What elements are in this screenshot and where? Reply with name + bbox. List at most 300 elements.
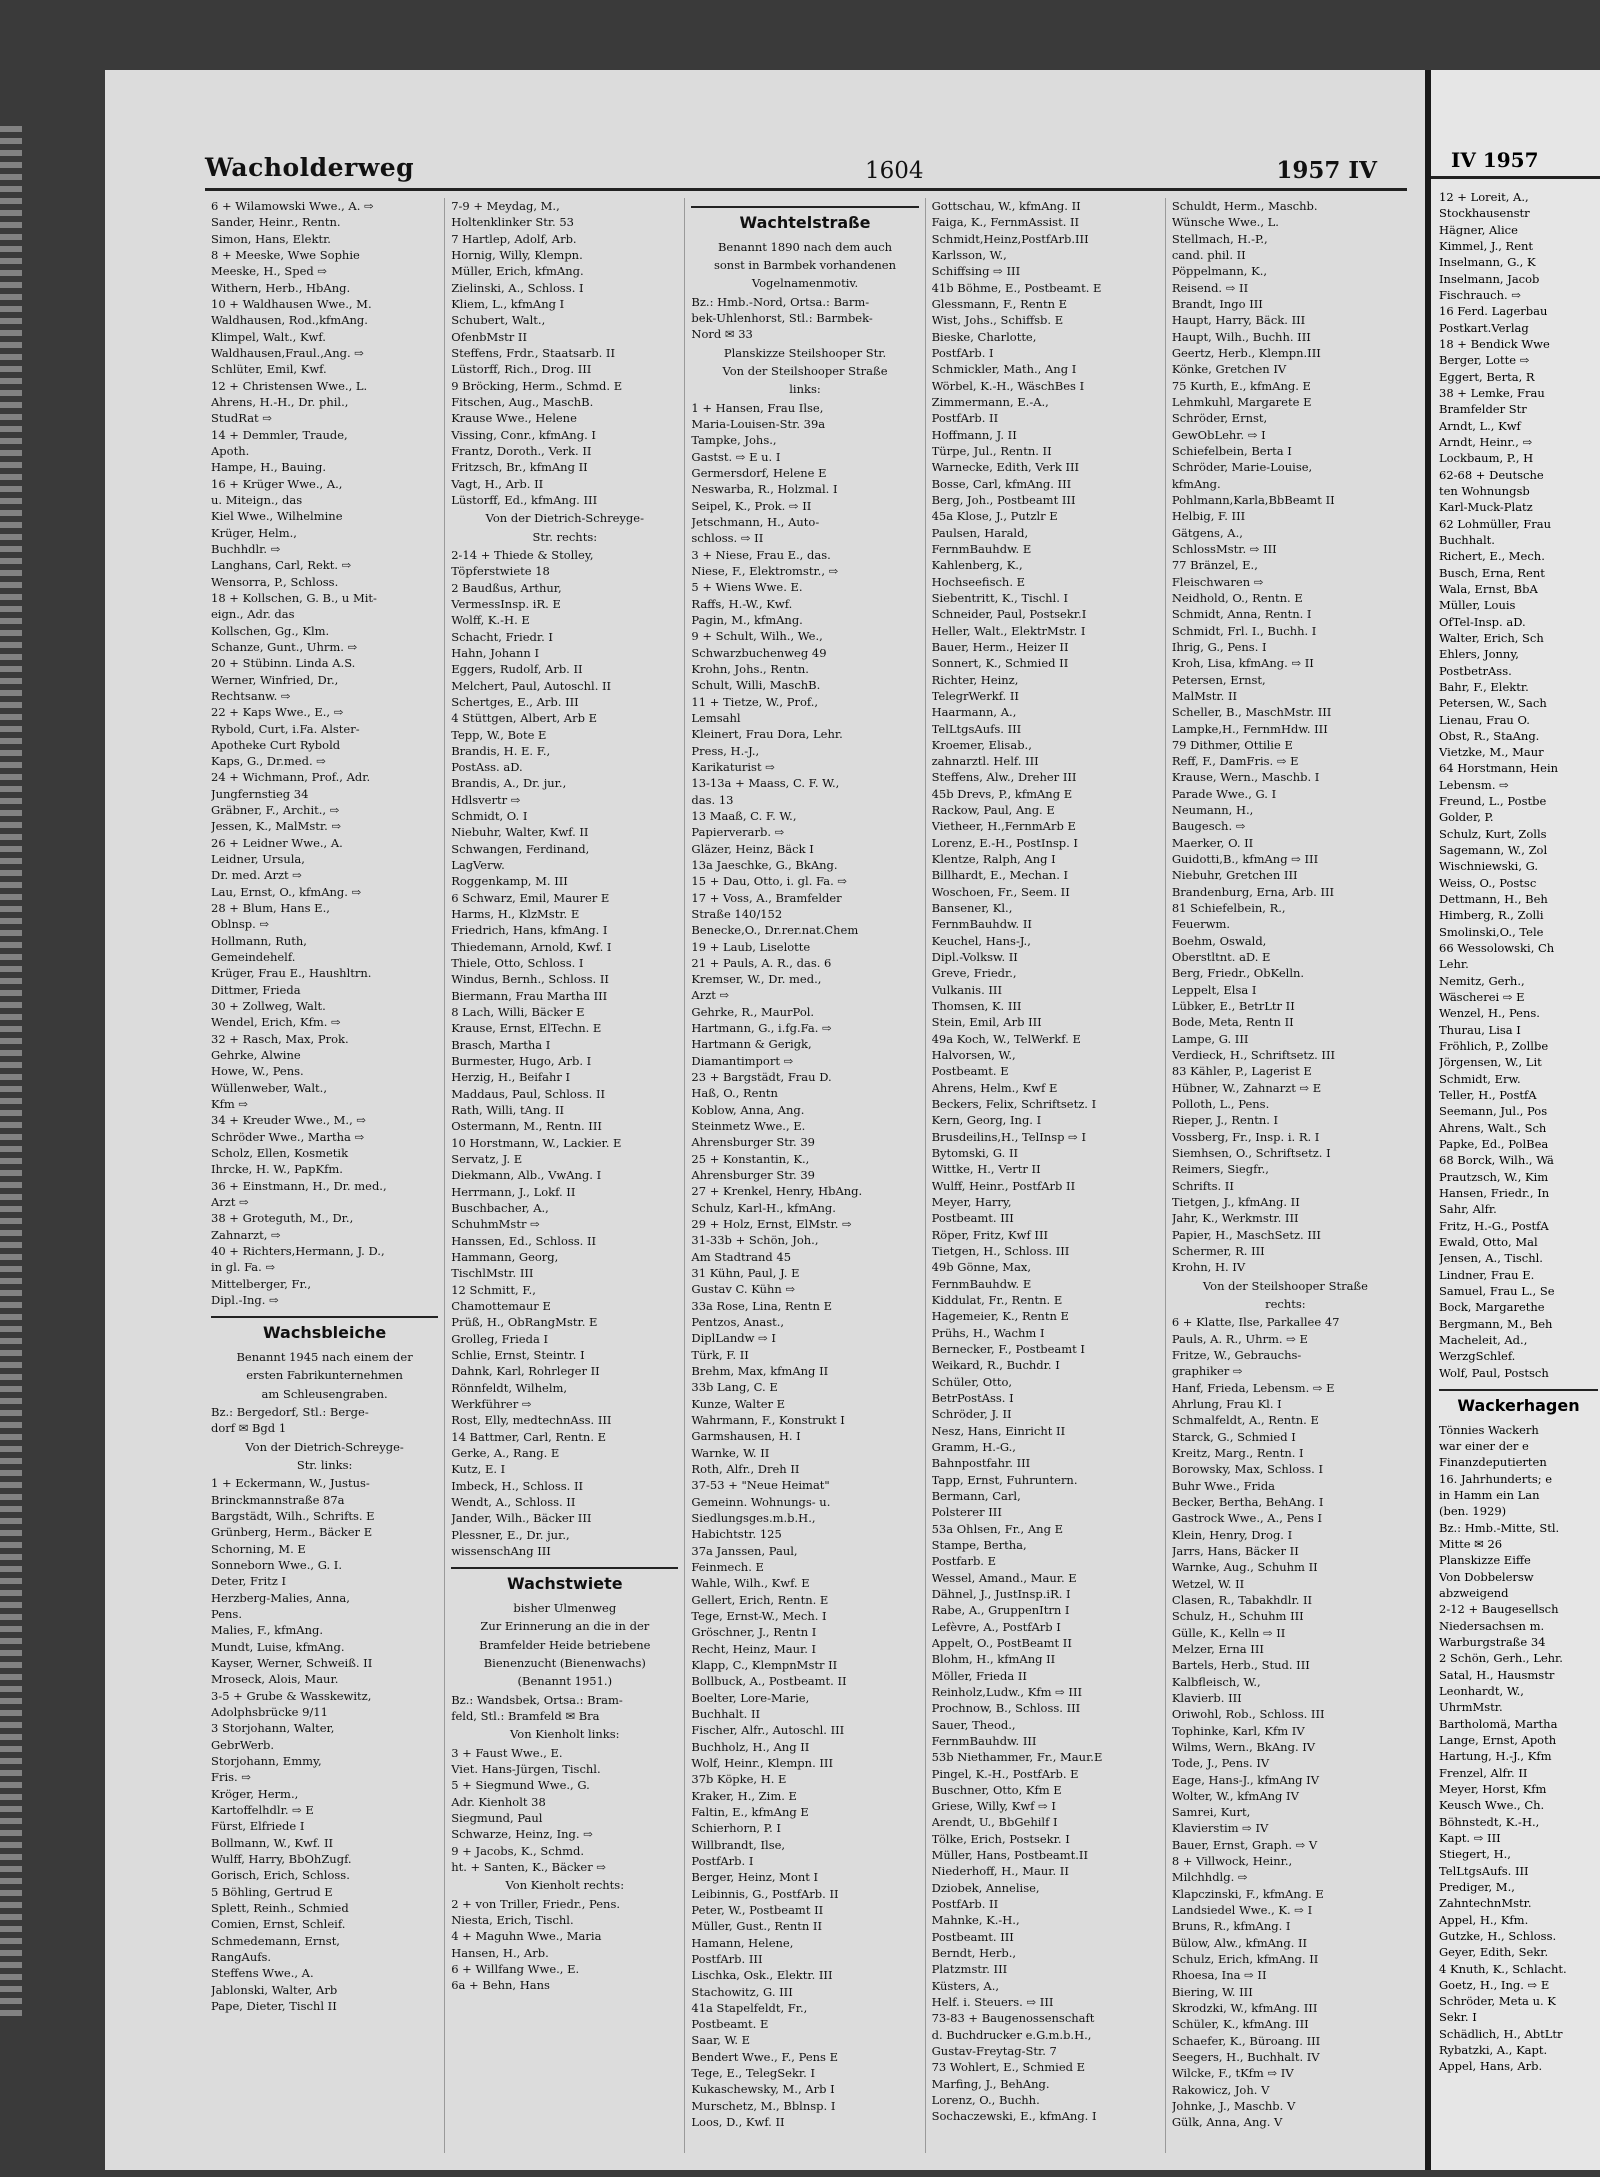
directory-entry: Apotheke Curt Rybold — [211, 737, 341, 752]
column-1 — [205, 198, 445, 2153]
directory-entry: Rybatzki, A., Kapt. — [1439, 2043, 1548, 2058]
directory-entry: Kollschen, Gg., Klm. — [211, 623, 330, 638]
directory-entry: Garmshausen, H. I — [691, 1429, 801, 1444]
directory-entry: Schorning, M. E — [211, 1541, 306, 1556]
directory-entry: Schlie, Ernst, Steintr. I — [451, 1347, 585, 1362]
directory-entry: Schmickler, Math., Ang I — [931, 362, 1077, 377]
directory-entry: 33a Rose, Lina, Rentn E — [691, 1298, 832, 1313]
directory-entry: Jessen, K., MalMstr. ⇨ — [211, 819, 342, 834]
directory-entry: Neswarba, R., Holzmal. I — [691, 482, 838, 497]
directory-entry: SchuhmMstr ⇨ — [451, 1217, 540, 1232]
directory-entry: 22 + Kaps Wwe., E., ⇨ — [211, 705, 344, 720]
directory-entry: Schulz, Erich, kfmAng. II — [1171, 1952, 1319, 1967]
directory-entry: Schädlich, H., AbtLtr — [1439, 2026, 1563, 2041]
directory-entry: Beckers, Felix, Schriftsetz. I — [931, 1097, 1097, 1112]
directory-entry: Simon, Hans, Elektr. — [211, 231, 331, 246]
directory-entry: Berger, Lotte ⇨ — [1439, 353, 1530, 368]
directory-entry: Steffens, Frdr., Staatsarb. II — [451, 345, 615, 360]
directory-entry: abzweigend — [1439, 1585, 1509, 1600]
directory-entry: Tampke, Johs., — [691, 433, 777, 448]
directory-entry: Bülow, Alw., kfmAng. II — [1171, 1935, 1308, 1950]
directory-entry: Siegmund, Paul — [451, 1810, 543, 1825]
directory-entry: Bauer, Ernst, Graph. ⇨ V — [1171, 1837, 1318, 1852]
section-heading: Wachsbleiche — [211, 1316, 438, 1345]
directory-entry: Windus, Bernh., Schloss. II — [451, 972, 609, 987]
section-heading: Wackerhagen — [1439, 1389, 1598, 1418]
directory-entry: Reisend. ⇨ II — [1171, 280, 1249, 295]
directory-entry: 6 Schwarz, Emil, Maurer E — [451, 890, 610, 905]
directory-entry: Wilcke, F., tKfm ⇨ IV — [1171, 2066, 1294, 2081]
directory-entry: Frantz, Doroth., Verk. II — [451, 443, 592, 458]
year-volume: 1957 IV — [1276, 157, 1377, 184]
directory-entry: Weikard, R., Buchdr. I — [931, 1358, 1060, 1373]
page-header — [205, 148, 1407, 191]
directory-entry: Wessel, Amand., Maur. E — [931, 1570, 1077, 1585]
directory-entry: Stein, Emil, Arb III — [931, 1015, 1042, 1030]
directory-entry: Rechtsanw. ⇨ — [211, 688, 291, 703]
directory-entry: 2-14 + Thiede & Stolley, — [451, 547, 594, 562]
directory-entry: Herzig, H., Beifahr I — [451, 1070, 571, 1085]
directory-entry: Loos, D., Kwf. II — [691, 2115, 785, 2130]
directory-entry: Fürst, Elfriede I — [211, 1819, 305, 1834]
directory-entry: Kiel Wwe., Wilhelmine — [211, 509, 343, 524]
directory-entry: Wüllenweber, Walt., — [211, 1080, 327, 1095]
directory-entry: StudRat ⇨ — [211, 411, 272, 426]
directory-entry: Ahrensburger Str. 39 — [691, 1135, 815, 1150]
directory-entry: WerzgSchlef. — [1439, 1349, 1516, 1364]
directory-entry: Verdieck, H., Schriftsetz. III — [1171, 1048, 1336, 1063]
directory-entry: Landsiedel Wwe., K. ⇨ I — [1171, 1903, 1313, 1918]
directory-entry: DiplLandw ⇨ I — [691, 1331, 776, 1346]
directory-entry: Hochseefisch. E — [931, 574, 1026, 589]
directory-entry: Kaps, G., Dr.med. ⇨ — [211, 754, 326, 769]
directory-entry: Polsterer III — [931, 1505, 1002, 1520]
directory-entry: Peter, W., Postbeamt II — [691, 1902, 824, 1917]
directory-entry: 24 + Wichmann, Prof., Adr. — [211, 770, 371, 785]
directory-entry: eign., Adr. das — [211, 607, 295, 622]
directory-entry: Lübker, E., BetrLtr II — [1171, 999, 1295, 1014]
directory-entry: Niederhoff, H., Maur. II — [931, 1864, 1069, 1879]
directory-entry: Klimpel, Walt., Kwf. — [211, 329, 326, 344]
section-note: sonst in Barmbek vorhandenen — [713, 258, 897, 273]
directory-entry: Stockhausenstr — [1439, 206, 1530, 221]
directory-entry: Gehrke, R., MaurPol. — [691, 1004, 815, 1019]
directory-entry: Richert, E., Mech. — [1439, 549, 1545, 564]
directory-entry: Bartels, Herb., Stud. III — [1171, 1658, 1310, 1673]
directory-entry: Wünsche Wwe., L. — [1171, 215, 1279, 230]
directory-entry: Krüger, Helm., — [211, 525, 297, 540]
directory-entry: SchlossMstr. ⇨ III — [1171, 541, 1277, 556]
directory-entry: OfTel-Insp. aD. — [1439, 614, 1526, 629]
directory-entry: Servatz, J. E — [451, 1152, 523, 1167]
directory-entry: Harms, H., KlzMstr. E — [451, 907, 580, 922]
directory-entry: Steinmetz Wwe., E. — [691, 1119, 806, 1134]
directory-entry: Hartmann, G., i.fg.Fa. ⇨ — [691, 1021, 832, 1036]
directory-entry: Deter, Fritz I — [211, 1574, 287, 1589]
directory-entry: Stachowitz, G. III — [691, 1984, 793, 1999]
directory-entry: Schröder, J. II — [931, 1407, 1012, 1422]
directory-entry: Appel, Hans, Arb. — [1439, 2059, 1543, 2074]
directory-entry: Petersen, W., Sach — [1439, 696, 1547, 711]
directory-entry: Pohlmann,Karla,BbBeamt II — [1171, 492, 1335, 507]
directory-entry: Neumann, H., — [1171, 803, 1254, 818]
directory-entry: Leibinnis, G., PostfArb. II — [691, 1886, 839, 1901]
directory-entry: Kunze, Walter E — [691, 1396, 786, 1411]
directory-entry: Kapt. ⇨ III — [1439, 1830, 1501, 1845]
directory-entry: Neidhold, O., Rentn. E — [1171, 590, 1303, 605]
directory-entry: Glessmann, F., Rentn E — [931, 296, 1068, 311]
directory-entry: Adr. Kienholt 38 — [451, 1794, 546, 1809]
directory-entry: 33b Lang, C. E — [691, 1380, 778, 1395]
directory-entry: Arndt, L., Kwf — [1439, 418, 1521, 433]
directory-entry: Bahnpostfahr. III — [931, 1456, 1031, 1471]
directory-entry: schloss. ⇨ II — [691, 531, 764, 546]
directory-entry: Böhnstedt, K.-H., — [1439, 1814, 1540, 1829]
section-note: Zur Erinnerung an die in der — [480, 1619, 650, 1634]
directory-entry: Schlüter, Emil, Kwf. — [211, 362, 327, 377]
directory-entry: Thurau, Lisa I — [1439, 1022, 1521, 1037]
directory-entry: Gehrke, Alwine — [211, 1048, 301, 1063]
directory-entry: 41a Stapelfeldt, Fr., — [691, 2000, 808, 2015]
directory-entry: Jungfernstieg 34 — [211, 786, 309, 801]
section-note: am Schleusengraben. — [261, 1386, 388, 1401]
section-note: Von Kienholt links: — [510, 1727, 620, 1742]
directory-entry: 6 + Willfang Wwe., E. — [451, 1961, 580, 1976]
directory-entry: 9 Bröcking, Herm., Schmd. E — [451, 378, 623, 393]
directory-entry: Ostermann, M., Rentn. III — [451, 1119, 602, 1134]
directory-entry: Herzberg-Malies, Anna, — [211, 1590, 350, 1605]
directory-entry: Brehm, Max, kfmAng II — [691, 1364, 829, 1379]
directory-entry: 4 Knuth, K., Schlacht. — [1439, 1961, 1567, 1976]
directory-entry: Samrei, Kurt, — [1171, 1805, 1251, 1820]
directory-entry: 4 Stüttgen, Albert, Arb E — [451, 711, 598, 726]
directory-entry: 12 + Loreit, A., — [1439, 190, 1529, 204]
directory-entry: Arndt, Heinr., ⇨ — [1439, 434, 1533, 449]
directory-entry: Schiffsing ⇨ III — [931, 264, 1021, 279]
directory-entry: Grünberg, Herm., Bäcker E — [211, 1525, 373, 1540]
directory-entry: Leppelt, Elsa I — [1171, 982, 1257, 997]
directory-entry: 36 + Einstmann, H., Dr. med., — [211, 1178, 387, 1193]
directory-entry: Benecke,O., Dr.rer.nat.Chem — [691, 923, 859, 938]
section-note: Str. links: — [296, 1458, 353, 1472]
directory-entry: Bergmann, M., Beh — [1439, 1316, 1553, 1331]
directory-entry: Am Stadtrand 45 — [691, 1249, 792, 1264]
directory-entry: Wischniewski, G. — [1439, 859, 1539, 874]
directory-entry: GebrWerb. — [211, 1737, 275, 1752]
directory-entry: Oriwohl, Rob., Schloss. III — [1171, 1707, 1325, 1722]
directory-entry: Hagemeier, K., Rentn E — [931, 1309, 1069, 1324]
directory-entry: Lischka, Osk., Elektr. III — [691, 1968, 833, 1983]
directory-entry: Pöppelmann, K., — [1171, 264, 1268, 279]
directory-entry: 81 Schiefelbein, R., — [1171, 901, 1286, 916]
directory-entry: Lorenz, E.-H., PostInsp. I — [931, 835, 1078, 850]
directory-entry: Geertz, Herb., Klempn.III — [1171, 345, 1321, 360]
directory-entry: Howe, W., Pens. — [211, 1064, 304, 1079]
directory-entry: Hornig, Willy, Klempn. — [451, 247, 583, 262]
directory-entry: 1 + Eckermann, W., Justus- — [211, 1476, 370, 1491]
directory-entry: 2 Schön, Gerh., Lehr. — [1439, 1651, 1563, 1666]
directory-entry: Klapczinski, F., kfmAng. E — [1171, 1886, 1324, 1901]
directory-entry: 37a Janssen, Paul, — [691, 1543, 798, 1558]
directory-entry: Bendert Wwe., F., Pens E — [691, 2049, 838, 2064]
directory-entry: 6 + Klatte, Ilse, Parkallee 47 — [1171, 1315, 1340, 1330]
directory-entry: 3 + Faust Wwe., E. — [451, 1745, 563, 1760]
directory-entry: 7 Hartlep, Adolf, Arb. — [451, 231, 577, 246]
directory-entry: 3 + Niese, Frau E., das. — [691, 547, 831, 562]
directory-entry: 79 Dithmer, Ottilie E — [1171, 737, 1293, 752]
directory-entry: Wörbel, K.-H., WäschBes I — [931, 378, 1085, 393]
directory-entry: 73 Wohlert, E., Schmied E — [931, 2060, 1086, 2075]
directory-entry: Seegers, H., Buchhalt. IV — [1171, 2050, 1320, 2065]
directory-entry: Diekmann, Alb., VwAng. I — [451, 1168, 602, 1183]
directory-entry: Leonhardt, W., — [1439, 1683, 1524, 1698]
directory-entry: 62-68 + Deutsche — [1439, 467, 1544, 482]
directory-entry: Boelter, Lore-Marie, — [691, 1690, 810, 1705]
directory-entry: Jetschmann, H., Auto- — [691, 514, 820, 529]
directory-entry: Nesz, Hans, Einricht II — [931, 1423, 1066, 1438]
directory-entry: Brandenburg, Erna, Arb. III — [1171, 884, 1335, 899]
directory-entry: Schmalfeldt, A., Rentn. E — [1171, 1413, 1319, 1428]
directory-entry: PostbetrAss. — [1439, 663, 1512, 678]
directory-entry: Steffens, Alw., Dreher III — [931, 770, 1077, 785]
directory-entry: Niesta, Erich, Tischl. — [451, 1912, 574, 1927]
directory-entry: Niedersachsen m. — [1439, 1618, 1545, 1633]
directory-entry: 15 + Dau, Otto, i. gl. Fa. ⇨ — [691, 874, 848, 889]
directory-entry: Borowsky, Max, Schloss. I — [1171, 1462, 1324, 1477]
directory-entry: Bz.: Wandsbek, Ortsa.: Bram- — [451, 1692, 623, 1707]
directory-entry: Schermer, R. III — [1171, 1244, 1265, 1258]
directory-entry: Bz.: Hmb.-Mitte, Stl. — [1439, 1520, 1560, 1535]
directory-entry: Gemeinn. Wohnungs- u. — [691, 1494, 831, 1509]
directory-entry: Kroh, Lisa, kfmAng. ⇨ II — [1171, 656, 1314, 671]
directory-entry: TischlMstr. III — [451, 1266, 534, 1281]
directory-entry: Hägner, Alice — [1439, 222, 1518, 237]
directory-entry: Appelt, O., PostBeamt II — [931, 1635, 1072, 1650]
directory-entry: Maddaus, Paul, Schloss. II — [451, 1086, 606, 1101]
directory-entry: Hampe, H., Bauing. — [211, 460, 327, 475]
directory-entry: Gräbner, F., Archit., ⇨ — [211, 803, 340, 818]
directory-entry: Mahnke, K.-H., — [931, 1913, 1020, 1928]
directory-entry: Hansen, Friedr., In — [1439, 1186, 1550, 1201]
directory-entry: Wenzel, H., Pens. — [1439, 1006, 1540, 1021]
directory-entry: FernmBauhdw. III — [931, 1733, 1037, 1748]
directory-entry: 6a + Behn, Hans — [451, 1978, 550, 1993]
directory-entry: Gläzer, Heinz, Bäck I — [691, 841, 814, 856]
directory-entry: Murschetz, M., Bblnsp. I — [691, 2098, 836, 2113]
directory-entry: Kliem, L., kfmAng I — [451, 296, 565, 311]
section-note: Von der Dietrich-Schreyge- — [245, 1439, 404, 1454]
directory-entry: Schrifts. II — [1171, 1178, 1234, 1193]
directory-entry: 27 + Krenkel, Henry, HbAng. — [691, 1184, 863, 1199]
directory-entry: Brasch, Martha I — [451, 1037, 551, 1052]
directory-entry: Wäscherei ⇨ E — [1439, 990, 1525, 1005]
directory-entry: Meyer, Horst, Kfm — [1439, 1781, 1547, 1796]
directory-entry: 8 + Meeske, Wwe Sophie — [211, 247, 360, 262]
directory-entry: Dipl.-Ing. ⇨ — [211, 1292, 279, 1307]
directory-entry: Gellert, Erich, Rentn. E — [691, 1592, 829, 1607]
directory-entry: ht. + Santen, K., Bäcker ⇨ — [451, 1859, 606, 1874]
directory-entry: Schneider, Paul, Postsekr.I — [931, 607, 1087, 622]
directory-entry: Eggers, Rudolf, Arb. II — [451, 662, 583, 677]
directory-entry: Lampke,H., FernmHdw. III — [1171, 721, 1328, 736]
directory-entry: Warnecke, Edith, Verk III — [931, 460, 1080, 475]
directory-entry: 18 + Kollschen, G. B., u Mit- — [211, 590, 377, 605]
directory-entry: Krause Wwe., Helene — [451, 411, 577, 426]
directory-entry: Schmidt, Anna, Rentn. I — [1171, 607, 1312, 622]
page-gutter-shadow — [0, 120, 22, 2020]
directory-entry: Macheleit, Ad., — [1439, 1332, 1528, 1347]
directory-entry: Prautzsch, W., Kim — [1439, 1169, 1549, 1184]
directory-entry: Tapp, Ernst, Fuhruntern. — [931, 1472, 1078, 1487]
directory-entry: Schierhorn, P. I — [691, 1821, 781, 1836]
directory-entry: Ahrens, Walt., Sch — [1439, 1120, 1547, 1135]
directory-entry: Kleinert, Frau Dora, Lehr. — [691, 727, 843, 742]
directory-entry: Niebuhr, Walter, Kwf. II — [451, 825, 589, 840]
directory-entry: Klavierstim ⇨ IV — [1171, 1821, 1269, 1836]
directory-entry: Gottschau, W., kfmAng. II — [931, 199, 1081, 213]
directory-entry: FernmBauhdw. E — [931, 1276, 1032, 1291]
directory-entry: Pingel, K.-H., PostfArb. E — [931, 1766, 1079, 1781]
directory-entry: Pagin, M., kfmAng. — [691, 612, 803, 627]
directory-entry: Berndt, Herb., — [931, 1946, 1017, 1961]
directory-entry: d. Buchdrucker e.G.m.b.H., — [931, 2027, 1092, 2042]
directory-entry: 9 + Jacobs, K., Schmd. — [451, 1843, 585, 1858]
directory-entry: 37b Köpke, H. E — [691, 1772, 787, 1787]
directory-entry: PostfArb. II — [931, 1897, 999, 1912]
directory-entry: Schmedemann, Ernst, — [211, 1933, 340, 1948]
directory-entry: ZahntechnMstr. — [1439, 1896, 1532, 1911]
directory-entry: 10 Horstmann, W., Lackier. E — [451, 1135, 622, 1150]
directory-entry: Thiedemann, Arnold, Kwf. I — [451, 939, 612, 954]
directory-entry: 2 Baudßus, Arthur, — [451, 580, 562, 595]
directory-entry: Withern, Herb., HbAng. — [211, 280, 351, 295]
directory-entry: Seipel, K., Prok. ⇨ II — [691, 498, 812, 513]
directory-entry: Grolleg, Frieda I — [451, 1331, 549, 1346]
directory-entry: Sander, Heinr., Rentn. — [211, 215, 341, 230]
directory-entry: 53a Ohlsen, Fr., Ang E — [931, 1521, 1063, 1536]
directory-entry: Vossberg, Fr., Insp. i. R. I — [1171, 1129, 1320, 1144]
directory-entry: GewObLehr. ⇨ I — [1171, 427, 1266, 442]
directory-entry: Gutzke, H., Schloss. — [1439, 1928, 1557, 1943]
directory-entry: Frenzel, Alfr. II — [1439, 1765, 1528, 1780]
directory-entry: Mitte ✉ 26 — [1439, 1536, 1503, 1551]
directory-entry: Vissing, Conr., kfmAng. I — [451, 427, 596, 442]
directory-entry: Kiddulat, Fr., Rentn. E — [931, 1292, 1063, 1307]
directory-entry: Haß, O., Rentn — [691, 1086, 778, 1101]
directory-entry: Tietgen, H., Schloss. III — [931, 1244, 1070, 1258]
directory-entry: 34 + Kreuder Wwe., M., ⇨ — [211, 1113, 367, 1128]
directory-entry: das. 13 — [691, 792, 734, 807]
directory-entry: Wist, Johs., Schiffsb. E — [931, 313, 1064, 328]
directory-entry: Schröder, Marie-Louise, — [1171, 460, 1313, 475]
directory-entry: 64 Horstmann, Hein — [1439, 761, 1559, 776]
directory-entry: Adolphsbrücke 9/11 — [211, 1704, 328, 1719]
directory-entry: Diamantimport ⇨ — [691, 1053, 794, 1068]
directory-entry: Herrmann, J., Lokf. II — [451, 1184, 576, 1199]
directory-entry: Tönnies Wackerh — [1439, 1422, 1539, 1437]
directory-entry: Melchert, Paul, Autoschl. II — [451, 678, 612, 693]
directory-entry: Hanf, Frieda, Lebensm. ⇨ E — [1171, 1380, 1335, 1395]
directory-entry: 73-83 + Baugenossenschaft — [931, 2011, 1095, 2026]
directory-entry: Haupt, Wilh., Buchh. III — [1171, 329, 1311, 344]
directory-entry: Schertges, E., Arb. III — [451, 694, 579, 709]
directory-entry: MalMstr. II — [1171, 688, 1238, 703]
directory-entry: 30 + Zollweg, Walt. — [211, 999, 326, 1014]
directory-entry: 13-13a + Maass, C. F. W., — [691, 776, 840, 791]
directory-entry: Brandis, H. E. F., — [451, 743, 551, 758]
directory-entry: Fleischwaren ⇨ — [1171, 574, 1264, 589]
directory-entry: Ehlers, Jonny, — [1439, 647, 1519, 662]
section-note: links: — [789, 382, 821, 397]
directory-entry: Brinckmannstraße 87a — [211, 1492, 345, 1507]
directory-entry: Karl-Muck-Platz — [1439, 500, 1533, 515]
directory-entry: Fris. ⇨ — [211, 1770, 252, 1785]
section-note: Von der Dietrich-Schreyge- — [485, 511, 644, 526]
directory-entry: Schwangen, Ferdinand, — [451, 841, 590, 856]
directory-entry: Tege, E., TelegSekr. I — [691, 2066, 815, 2081]
directory-entry: Röper, Fritz, Kwf III — [931, 1227, 1049, 1242]
directory-entry: Rybold, Curt, i.Fa. Alster- — [211, 721, 360, 736]
directory-entry: Langhans, Carl, Rekt. ⇨ — [211, 558, 352, 573]
directory-entry: Milchhdlg. ⇨ — [1171, 1870, 1248, 1885]
directory-entry: Thomsen, K. III — [931, 999, 1022, 1014]
directory-entry: 3 Storjohann, Walter, — [211, 1721, 335, 1736]
directory-entry: Planskizze Eiffe — [1439, 1553, 1531, 1568]
directory-entry: Burmester, Hugo, Arb. I — [451, 1054, 592, 1069]
section-note: (Benannt 1951.) — [517, 1674, 613, 1689]
directory-entry: Türk, F. II — [691, 1347, 749, 1362]
directory-entry: Kimmel, J., Rent — [1439, 238, 1534, 253]
directory-entry: 12 + Christensen Wwe., L. — [211, 378, 368, 393]
directory-entry: Scholz, Ellen, Kosmetik — [211, 1146, 349, 1161]
directory-entry: Schmidt, Frl. I., Buchh. I — [1171, 623, 1317, 638]
directory-entry: Wittke, H., Vertr II — [931, 1162, 1041, 1177]
directory-entry: Satal, H., Hausmstr — [1439, 1667, 1555, 1682]
directory-entry: Klavierb. III — [1171, 1690, 1242, 1705]
directory-entry: 14 Battmer, Carl, Rentn. E — [451, 1429, 607, 1444]
directory-entry: 23 + Bargstädt, Frau D. — [691, 1070, 832, 1085]
directory-entry: Wendel, Erich, Kfm. ⇨ — [211, 1015, 341, 1030]
directory-entry: Lampe, G. III — [1171, 1031, 1249, 1046]
directory-entry: Clasen, R., Tabakhdlr. II — [1171, 1592, 1313, 1607]
directory-entry: Schacht, Friedr. I — [451, 629, 553, 644]
directory-entry: Hollmann, Ruth, — [211, 933, 307, 948]
directory-entry: Eggert, Berta, R — [1439, 369, 1535, 384]
section-note: Str. rechts: — [532, 529, 598, 544]
directory-entry: Gorisch, Erich, Schloss. — [211, 1868, 350, 1883]
directory-entry: 17 + Voss, A., Bramfelder — [691, 890, 842, 905]
directory-entry: Tepp, W., Bote E — [451, 727, 547, 742]
section-heading: Wachtelstraße — [691, 206, 918, 235]
directory-entry: u. Miteign., das — [211, 492, 303, 507]
directory-entry: Müller, Gust., Rentn II — [691, 1919, 823, 1934]
directory-entry: Karlsson, W., — [931, 247, 1007, 262]
directory-entry: Brandis, A., Dr. jur., — [451, 776, 567, 791]
directory-entry: Müller, Hans, Postbeamt.II — [931, 1848, 1089, 1863]
directory-entry: Ahrensburger Str. 39 — [691, 1168, 815, 1183]
directory-entry: Prochnow, B., Schloss. III — [931, 1701, 1081, 1716]
directory-entry: Schwarze, Heinz, Ing. ⇨ — [451, 1827, 593, 1842]
directory-entry: Fritz, H.-G., PostfA — [1439, 1218, 1549, 1233]
directory-columns — [205, 198, 1405, 2153]
directory-entry: Himberg, R., Zolli — [1439, 908, 1544, 923]
directory-entry: Ewald, Otto, Mal — [1439, 1235, 1538, 1249]
directory-entry: Arzt ⇨ — [211, 1195, 249, 1210]
directory-entry: Scheller, B., MaschMstr. III — [1171, 705, 1332, 720]
directory-entry: Kalbfleisch, W., — [1171, 1674, 1261, 1689]
directory-entry: 8 + Villwock, Heinr., — [1171, 1854, 1293, 1869]
directory-entry: cand. phil. II — [1171, 247, 1246, 262]
